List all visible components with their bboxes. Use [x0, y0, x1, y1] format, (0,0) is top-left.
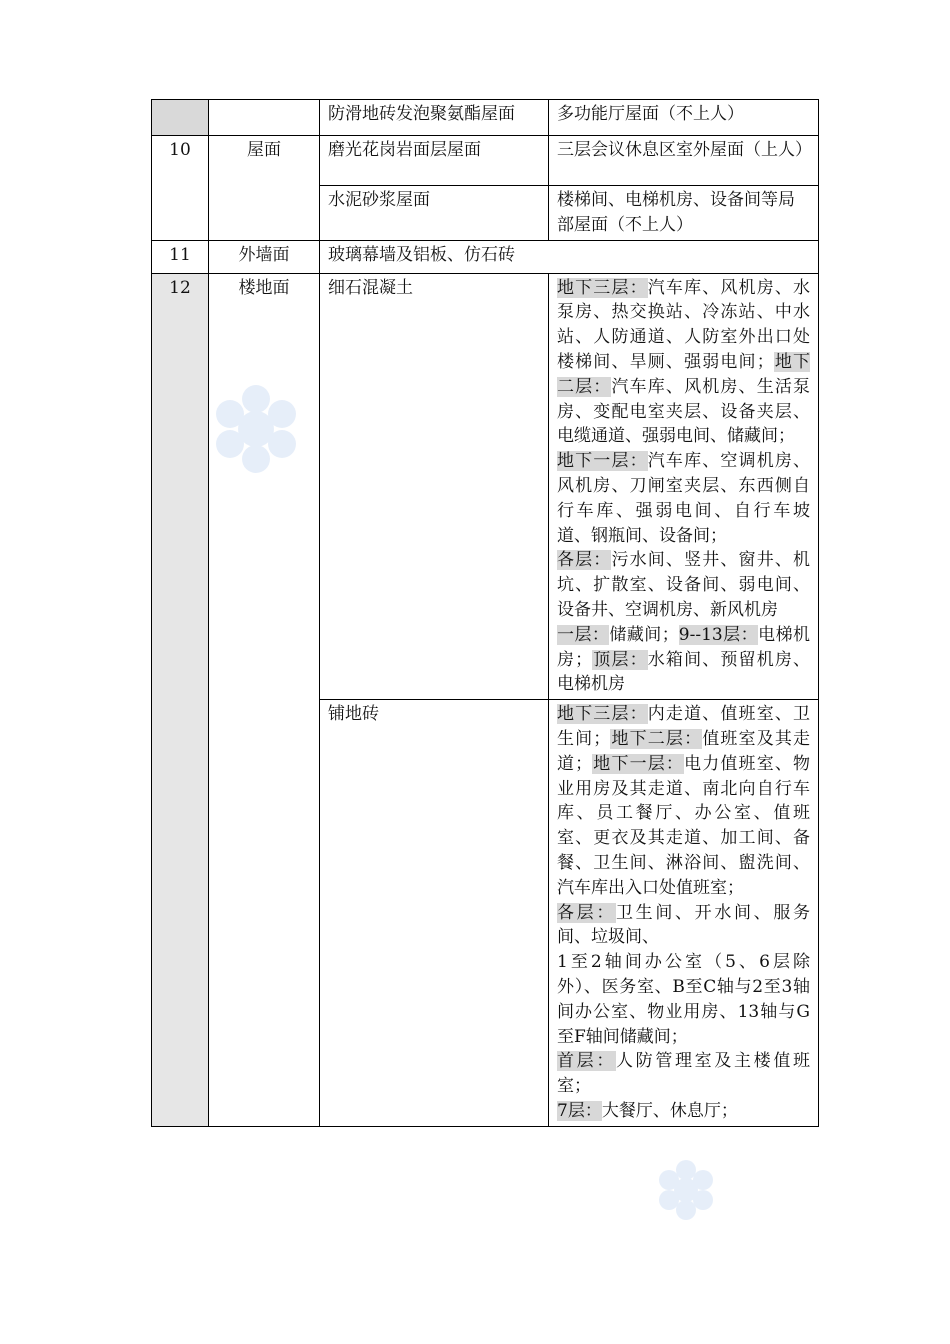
floor-label: 地下二层： [557, 351, 811, 397]
floor-text: 汽车库、空调机房、风机房、刀闸室夹层、东西侧自行车库、强弱电间、自行车坡道、钢瓶间、设备间； [557, 451, 811, 546]
location-cell: 三层会议休息区室外屋面（上人） [549, 136, 819, 186]
floor-text: 储藏间； [609, 624, 679, 645]
location-cell: 多功能厅屋面（不上人） [549, 100, 819, 136]
floor-label: 地下一层： [592, 753, 685, 774]
floor-text: 内走道、值班室、卫生间； [557, 704, 811, 749]
material-cell: 玻璃幕墙及铝板、仿石砖 [320, 240, 819, 273]
floor-text: 汽车库、风机房、水泵房、热交换站、冷冻站、中水站、人防通道、人防室外出口处楼梯间、旱厕、强弱电间； [557, 277, 811, 372]
material-cell: 磨光花岗岩面层屋面 [320, 136, 549, 186]
category-cell: 屋面 [209, 136, 320, 241]
table-row [152, 273, 819, 700]
floor-text: 水箱间、预留机房、电梯机房 [557, 649, 811, 695]
floor-text: 卫生间、开水间、服务间、垃圾间、 [557, 902, 810, 948]
material-cell: 水泥砂浆屋面 [320, 186, 549, 241]
floor-label: 各层： [557, 902, 616, 923]
floor-label: 9--13层： [678, 624, 759, 645]
row-number: 10 [152, 136, 209, 241]
floor-label: 各层： [557, 550, 612, 571]
floor-text: 大餐厅、休息厅； [601, 1100, 738, 1121]
material-cell: 细石混凝土 [320, 273, 549, 700]
category-cell: 外墙面 [209, 240, 320, 273]
row-number: 11 [152, 240, 209, 273]
row-number [152, 100, 209, 136]
location-cell [549, 273, 819, 700]
table-row [152, 240, 819, 273]
floor-label: 7层： [557, 1100, 602, 1121]
floor-label: 首层： [557, 1051, 616, 1072]
table-row [152, 100, 819, 136]
floor-text: 人防管理室及主楼值班室； [557, 1051, 810, 1097]
floor-text: 污水间、竖井、窗井、机坑、扩散室、设备间、弱电间、设备井、空调机房、新风机房 [557, 550, 811, 620]
floor-label: 地下三层： [557, 277, 648, 298]
material-cell: 防滑地砖发泡聚氨酯屋面 [320, 100, 549, 136]
floor-text: 1至2轴间办公室（5、6层除外）、医务室、B至C轴与2至3轴间办公室、物业用房、13轴与G至F轴间储藏间； [557, 952, 810, 1047]
snowflake-logo-icon [646, 1150, 726, 1230]
category-cell [209, 100, 320, 136]
location-cell [549, 700, 819, 1127]
material-cell: 铺地砖 [320, 700, 549, 1127]
floor-label: 地下三层： [557, 704, 648, 725]
floor-label: 顶层： [592, 649, 648, 670]
row-number: 12 [152, 273, 209, 1126]
finish-spec-table [151, 99, 819, 1127]
floor-text: 汽车库、风机房、生活泵房、变配电室夹层、设备夹层、电缆通道、强弱电间、储藏间； [557, 376, 811, 447]
floor-text: 值班室及其走道； [557, 728, 811, 774]
floor-label: 地下一层： [557, 451, 648, 472]
table-row [152, 136, 819, 186]
category-cell: 楼地面 [209, 273, 320, 1126]
location-cell: 楼梯间、电梯机房、设备间等局部屋面（不上人） [549, 186, 819, 241]
floor-text: 电梯机房； [557, 624, 811, 670]
floor-label: 地下二层： [610, 728, 703, 749]
floor-text: 电力值班室、物业用房及其走道、南北向自行车库、员工餐厅、办公室、值班室、更衣及其走道、加工间、备餐、卫生间、淋浴间、盥洗间、汽车库出入口处值班室； [557, 753, 811, 898]
floor-label: 一层： [557, 624, 610, 645]
